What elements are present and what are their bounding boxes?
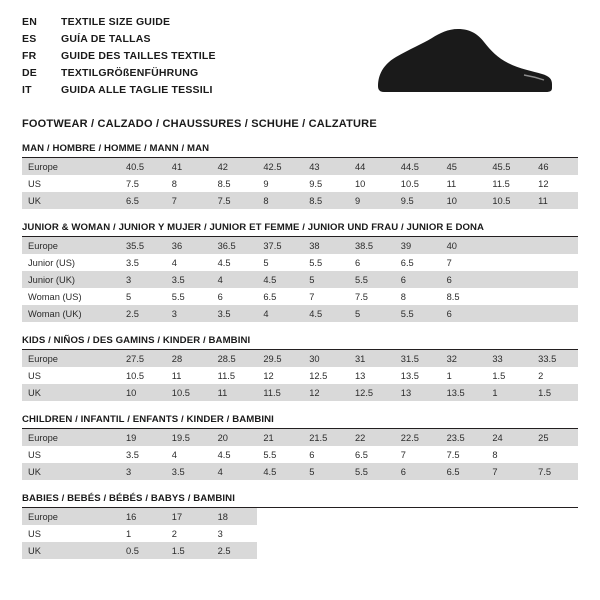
size-cell	[395, 525, 441, 542]
row-label: US	[22, 525, 120, 542]
row-label: Europe	[22, 429, 120, 446]
size-cell	[257, 525, 303, 542]
size-cell	[532, 254, 578, 271]
size-cell	[486, 237, 532, 254]
size-table	[22, 237, 578, 322]
table-row	[22, 463, 578, 480]
size-cell	[395, 508, 441, 525]
size-cell: 22	[349, 429, 395, 446]
size-cell: 23.5	[441, 429, 487, 446]
size-cell: 4	[166, 446, 212, 463]
size-cell: 6.5	[120, 192, 166, 209]
size-cell: 6.5	[257, 288, 303, 305]
size-cell: 39	[395, 237, 441, 254]
size-cell: 1.5	[486, 367, 532, 384]
size-cell: 10.5	[120, 367, 166, 384]
size-cell: 28.5	[212, 350, 258, 367]
size-cell: 1.5	[532, 384, 578, 401]
table-row	[22, 305, 578, 322]
size-cell	[486, 288, 532, 305]
size-cell: 11	[212, 384, 258, 401]
table-row	[22, 384, 578, 401]
size-cell: 10.5	[395, 175, 441, 192]
size-cell	[532, 237, 578, 254]
language-code: DE	[22, 67, 37, 79]
size-cell	[349, 525, 395, 542]
size-cell: 1	[486, 384, 532, 401]
size-section	[22, 493, 578, 559]
size-cell: 8.5	[441, 288, 487, 305]
size-cell: 10.5	[166, 384, 212, 401]
size-cell: 4.5	[212, 446, 258, 463]
size-cell	[303, 542, 349, 559]
size-cell: 3.5	[166, 271, 212, 288]
size-cell: 21.5	[303, 429, 349, 446]
row-label: Junior (UK)	[22, 271, 120, 288]
size-cell: 17	[166, 508, 212, 525]
size-cell: 4.5	[257, 463, 303, 480]
size-cell: 3.5	[120, 254, 166, 271]
size-section-title: MAN / HOMBRE / HOMME / MANN / MAN	[22, 143, 578, 158]
size-cell	[486, 271, 532, 288]
size-cell: 45	[441, 158, 487, 175]
size-cell	[532, 288, 578, 305]
size-cell	[257, 508, 303, 525]
row-label: UK	[22, 542, 120, 559]
size-cell: 19	[120, 429, 166, 446]
size-cell	[532, 446, 578, 463]
size-cell: 44	[349, 158, 395, 175]
size-cell: 9	[349, 192, 395, 209]
row-label: Woman (UK)	[22, 305, 120, 322]
size-cell	[486, 305, 532, 322]
size-cell: 4	[212, 271, 258, 288]
size-cell: 6	[441, 271, 487, 288]
size-cell: 5.5	[395, 305, 441, 322]
size-cell	[532, 542, 578, 559]
size-cell: 20	[212, 429, 258, 446]
size-cell: 8	[166, 175, 212, 192]
size-cell: 7	[395, 446, 441, 463]
size-cell: 10	[120, 384, 166, 401]
size-cell	[303, 525, 349, 542]
size-cell: 7.5	[532, 463, 578, 480]
language-title: TEXTILGRÖßENFÜHRUNG	[61, 67, 199, 79]
page-title: FOOTWEAR / CALZADO / CHAUSSURES / SCHUHE / CALZATURE	[22, 118, 377, 130]
size-cell: 43	[303, 158, 349, 175]
row-label: UK	[22, 384, 120, 401]
size-cell: 33	[486, 350, 532, 367]
size-cell: 4.5	[257, 271, 303, 288]
size-cell: 5.5	[349, 271, 395, 288]
size-cell: 27.5	[120, 350, 166, 367]
size-cell: 21	[257, 429, 303, 446]
size-section	[22, 335, 578, 401]
size-cell	[303, 508, 349, 525]
table-row	[22, 429, 578, 446]
size-section	[22, 222, 578, 322]
table-row	[22, 158, 578, 175]
size-section	[22, 414, 578, 480]
size-cell: 4	[166, 254, 212, 271]
table-row	[22, 271, 578, 288]
size-cell: 46	[532, 158, 578, 175]
size-cell	[532, 508, 578, 525]
size-cell: 3.5	[212, 305, 258, 322]
size-cell: 36.5	[212, 237, 258, 254]
size-cell: 8	[486, 446, 532, 463]
size-cell: 11.5	[257, 384, 303, 401]
size-cell: 5.5	[303, 254, 349, 271]
size-cell: 10.5	[486, 192, 532, 209]
size-section	[22, 143, 578, 209]
size-cell	[486, 525, 532, 542]
size-cell: 6.5	[349, 446, 395, 463]
size-cell: 3	[120, 271, 166, 288]
size-cell: 11.5	[486, 175, 532, 192]
size-cell: 6	[395, 271, 441, 288]
size-cell: 1	[441, 367, 487, 384]
size-cell: 2	[532, 367, 578, 384]
size-cell	[441, 525, 487, 542]
size-section-title: JUNIOR & WOMAN / JUNIOR Y MUJER / JUNIOR ET FEMME / JUNIOR UND FRAU / JUNIOR E DONA	[22, 222, 578, 237]
size-cell	[532, 305, 578, 322]
size-cell: 13.5	[441, 384, 487, 401]
size-cell: 4	[212, 463, 258, 480]
size-cell: 38.5	[349, 237, 395, 254]
size-table	[22, 350, 578, 401]
size-cell: 1	[120, 525, 166, 542]
size-cell: 11.5	[212, 367, 258, 384]
language-code: FR	[22, 50, 37, 62]
size-cell: 7	[486, 463, 532, 480]
size-tables	[22, 143, 578, 559]
size-cell	[349, 542, 395, 559]
size-cell: 4.5	[303, 305, 349, 322]
row-label: UK	[22, 463, 120, 480]
size-cell: 8	[395, 288, 441, 305]
size-cell	[532, 271, 578, 288]
size-cell: 3	[212, 525, 258, 542]
size-cell: 3	[166, 305, 212, 322]
size-cell: 28	[166, 350, 212, 367]
dress-shoe-icon	[374, 26, 554, 98]
size-cell: 12	[257, 367, 303, 384]
language-title: TEXTILE SIZE GUIDE	[61, 16, 171, 28]
size-cell: 2.5	[212, 542, 258, 559]
size-cell: 40	[441, 237, 487, 254]
size-cell: 2.5	[120, 305, 166, 322]
size-cell: 6.5	[395, 254, 441, 271]
size-cell: 5	[303, 271, 349, 288]
size-section-title: BABIES / BEBÉS / BÉBÉS / BABYS / BAMBINI	[22, 493, 578, 508]
size-cell	[441, 508, 487, 525]
size-cell	[349, 508, 395, 525]
size-cell: 1.5	[166, 542, 212, 559]
size-cell: 42	[212, 158, 258, 175]
size-cell: 18	[212, 508, 258, 525]
table-row	[22, 237, 578, 254]
row-label: UK	[22, 192, 120, 209]
size-cell: 31	[349, 350, 395, 367]
table-row	[22, 367, 578, 384]
table-row	[22, 446, 578, 463]
size-cell: 25	[532, 429, 578, 446]
size-cell: 44.5	[395, 158, 441, 175]
language-title: GUÍA DE TALLAS	[61, 33, 151, 45]
size-cell: 7.5	[212, 192, 258, 209]
table-row	[22, 508, 578, 525]
size-cell: 16	[120, 508, 166, 525]
size-cell: 3	[120, 463, 166, 480]
row-label: US	[22, 446, 120, 463]
size-cell: 5.5	[166, 288, 212, 305]
row-label: US	[22, 367, 120, 384]
size-cell: 7.5	[441, 446, 487, 463]
language-code: IT	[22, 84, 32, 96]
size-cell: 9	[257, 175, 303, 192]
size-cell: 12	[303, 384, 349, 401]
size-cell: 6	[212, 288, 258, 305]
size-cell: 37.5	[257, 237, 303, 254]
size-cell: 10	[349, 175, 395, 192]
size-cell: 40.5	[120, 158, 166, 175]
size-cell: 35.5	[120, 237, 166, 254]
size-cell: 12.5	[303, 367, 349, 384]
size-cell: 36	[166, 237, 212, 254]
size-cell	[395, 542, 441, 559]
size-cell: 5	[303, 463, 349, 480]
size-cell	[441, 542, 487, 559]
size-cell: 3.5	[166, 463, 212, 480]
size-cell: 22.5	[395, 429, 441, 446]
size-cell: 7	[441, 254, 487, 271]
size-cell	[486, 542, 532, 559]
size-cell: 12.5	[349, 384, 395, 401]
size-section-title: CHILDREN / INFANTIL / ENFANTS / KINDER / BAMBINI	[22, 414, 578, 429]
size-cell: 9.5	[303, 175, 349, 192]
row-label: Europe	[22, 237, 120, 254]
size-cell: 7.5	[349, 288, 395, 305]
size-cell: 10	[441, 192, 487, 209]
size-cell: 5	[257, 254, 303, 271]
size-cell: 13	[395, 384, 441, 401]
size-cell: 7.5	[120, 175, 166, 192]
size-cell: 29.5	[257, 350, 303, 367]
size-cell: 31.5	[395, 350, 441, 367]
size-cell	[486, 254, 532, 271]
size-cell: 4.5	[212, 254, 258, 271]
size-section-title: KIDS / NIÑOS / DES GAMINS / KINDER / BAMBINI	[22, 335, 578, 350]
size-cell: 5	[349, 305, 395, 322]
row-label: Europe	[22, 158, 120, 175]
size-cell	[257, 542, 303, 559]
size-cell: 11	[441, 175, 487, 192]
size-cell: 7	[303, 288, 349, 305]
size-cell: 33.5	[532, 350, 578, 367]
size-cell: 45.5	[486, 158, 532, 175]
size-cell: 8.5	[303, 192, 349, 209]
size-cell: 5	[120, 288, 166, 305]
row-label: Junior (US)	[22, 254, 120, 271]
table-row	[22, 254, 578, 271]
table-row	[22, 288, 578, 305]
language-code: ES	[22, 33, 37, 45]
size-cell: 2	[166, 525, 212, 542]
table-row	[22, 192, 578, 209]
size-cell: 11	[532, 192, 578, 209]
size-cell: 7	[166, 192, 212, 209]
size-cell: 5.5	[349, 463, 395, 480]
size-cell: 3.5	[120, 446, 166, 463]
size-cell: 24	[486, 429, 532, 446]
size-cell: 38	[303, 237, 349, 254]
size-cell: 13	[349, 367, 395, 384]
size-cell: 19.5	[166, 429, 212, 446]
size-cell: 41	[166, 158, 212, 175]
table-row	[22, 350, 578, 367]
size-cell: 6.5	[441, 463, 487, 480]
table-row	[22, 542, 578, 559]
size-table	[22, 429, 578, 480]
size-cell: 8	[257, 192, 303, 209]
table-row	[22, 175, 578, 192]
size-cell	[532, 525, 578, 542]
size-table	[22, 508, 578, 559]
row-label: Europe	[22, 350, 120, 367]
language-title: GUIDE DES TAILLES TEXTILE	[61, 50, 216, 62]
language-code: EN	[22, 16, 37, 28]
size-cell: 32	[441, 350, 487, 367]
size-cell: 9.5	[395, 192, 441, 209]
language-title: GUIDA ALLE TAGLIE TESSILI	[61, 84, 213, 96]
size-cell: 11	[166, 367, 212, 384]
row-label: Europe	[22, 508, 120, 525]
size-cell: 6	[349, 254, 395, 271]
row-label: US	[22, 175, 120, 192]
table-row	[22, 525, 578, 542]
size-cell: 6	[395, 463, 441, 480]
size-cell: 6	[303, 446, 349, 463]
page-header	[22, 14, 578, 106]
size-cell: 12	[532, 175, 578, 192]
size-cell	[486, 508, 532, 525]
size-cell: 0.5	[120, 542, 166, 559]
size-cell: 30	[303, 350, 349, 367]
row-label: Woman (US)	[22, 288, 120, 305]
size-table	[22, 158, 578, 209]
size-cell: 5.5	[257, 446, 303, 463]
size-cell: 42.5	[257, 158, 303, 175]
size-cell: 8.5	[212, 175, 258, 192]
size-cell: 6	[441, 305, 487, 322]
size-cell: 4	[257, 305, 303, 322]
size-cell: 13.5	[395, 367, 441, 384]
